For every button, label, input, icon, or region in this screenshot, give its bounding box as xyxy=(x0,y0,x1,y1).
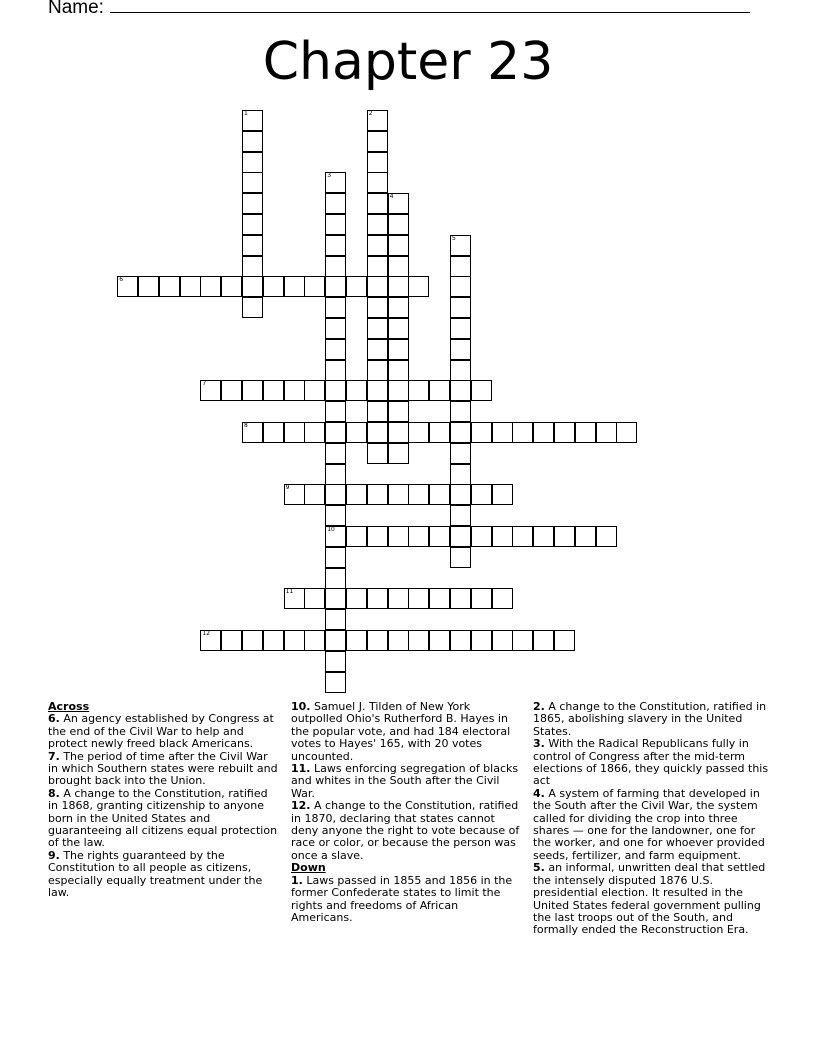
grid-cell[interactable] xyxy=(388,339,409,360)
clue-item-number: 10. xyxy=(291,700,311,713)
grid-cell[interactable] xyxy=(512,526,533,547)
grid-cell[interactable] xyxy=(471,484,492,505)
clue-item-number: 11. xyxy=(291,762,311,776)
grid-cell[interactable] xyxy=(325,193,346,214)
grid-cell[interactable] xyxy=(242,630,263,651)
grid-cell[interactable] xyxy=(408,484,429,505)
grid-cell[interactable] xyxy=(388,443,409,464)
grid-cell[interactable] xyxy=(575,422,596,443)
name-label: Name: xyxy=(48,0,104,18)
clue-item xyxy=(533,701,773,738)
grid-cell[interactable] xyxy=(450,443,471,464)
grid-cell[interactable] xyxy=(263,422,284,443)
clue-number: 10 xyxy=(327,526,335,533)
grid-cell[interactable] xyxy=(304,588,325,609)
grid-cell[interactable] xyxy=(388,214,409,235)
grid-cell[interactable] xyxy=(284,484,305,505)
grid-cell[interactable] xyxy=(242,110,263,131)
grid-cell[interactable] xyxy=(325,609,346,630)
grid-cell[interactable] xyxy=(492,422,513,443)
grid-cell[interactable] xyxy=(554,422,575,443)
grid-cell[interactable] xyxy=(325,484,346,505)
grid-cell[interactable] xyxy=(263,276,284,297)
grid-cell[interactable] xyxy=(242,297,263,318)
grid-cell[interactable] xyxy=(408,422,429,443)
grid-cell[interactable] xyxy=(450,256,471,277)
grid-cell[interactable] xyxy=(408,526,429,547)
clue-item-text: A system of farming that developed in the South after the Civil War, the system called for dividing the crop into three shares — one for the landowner, one for the worker, and one for whoever provided seeds, fertilizer, and farm equipment. xyxy=(533,786,765,862)
grid-cell[interactable] xyxy=(242,193,263,214)
grid-cell[interactable] xyxy=(450,526,471,547)
clue-item-text: An agency established by Congress at the end of the Civil War to help and protect newly freed black Americans. xyxy=(48,712,274,751)
clue-column-2 xyxy=(291,701,523,924)
grid-cell[interactable] xyxy=(242,214,263,235)
grid-cell[interactable] xyxy=(554,630,575,651)
clue-number: 5 xyxy=(452,234,456,242)
clue-number: 2 xyxy=(368,110,373,117)
grid-cell[interactable] xyxy=(512,630,533,651)
page-title: Chapter 23 xyxy=(262,32,554,92)
clue-item-text: A change to the Constitution, ratified in 1870, declaring that states cannot deny anyone the right to vote because of race or color, or because the person was once a slave. xyxy=(291,799,520,862)
clue-item-number: 6. xyxy=(48,712,60,726)
clue-number: 3 xyxy=(327,172,332,180)
clue-item xyxy=(533,862,773,936)
clue-item-number: 1. xyxy=(291,873,303,887)
grid-cell[interactable] xyxy=(492,630,513,651)
grid-cell[interactable] xyxy=(450,318,471,339)
grid-cell[interactable] xyxy=(325,401,346,422)
clue-item xyxy=(291,875,523,925)
grid-cell[interactable] xyxy=(450,297,471,318)
grid-cell[interactable] xyxy=(325,297,346,318)
grid-cell[interactable] xyxy=(429,588,450,609)
grid-cell[interactable] xyxy=(367,588,388,609)
grid-cell[interactable] xyxy=(367,339,388,360)
grid-cell[interactable] xyxy=(200,276,221,297)
grid-cell[interactable] xyxy=(596,526,617,547)
grid-cell[interactable] xyxy=(554,526,575,547)
grid-cell[interactable] xyxy=(388,193,409,214)
grid-cell[interactable] xyxy=(388,256,409,277)
grid-cell[interactable] xyxy=(346,526,367,547)
grid-cell[interactable] xyxy=(325,235,346,256)
clue-item-text: Laws passed in 1855 and 1856 in the former Confederate states to limit the rights and freedoms of African Americans. xyxy=(291,873,513,924)
grid-cell[interactable] xyxy=(388,484,409,505)
grid-cell[interactable] xyxy=(429,630,450,651)
grid-cell[interactable] xyxy=(367,214,388,235)
grid-cell[interactable] xyxy=(346,276,367,297)
grid-cell[interactable] xyxy=(450,380,471,401)
grid-cell[interactable] xyxy=(408,380,429,401)
grid-cell[interactable] xyxy=(367,443,388,464)
grid-cell[interactable] xyxy=(367,526,388,547)
grid-cell[interactable] xyxy=(325,339,346,360)
grid-cell[interactable] xyxy=(200,630,221,651)
grid-cell[interactable] xyxy=(388,526,409,547)
clue-item-text: The period of time after the Civil War in which Southern states were rebuilt and brought back into the Union. xyxy=(48,749,278,788)
grid-cell[interactable] xyxy=(325,547,346,568)
clue-item-text: A change to the Constitution, ratified in 1865, abolishing slavery in the United States. xyxy=(533,700,767,738)
clue-item-text: an informal, unwritten deal that settled the intensely disputed 1876 U.S. presidential election. It resulted in the United States federal government pulling the last troops out of the South, and formally ended the Reconstruction Era. xyxy=(533,861,766,937)
clue-item-number: 9. xyxy=(48,848,60,862)
grid-cell[interactable] xyxy=(388,297,409,318)
grid-cell[interactable] xyxy=(596,422,617,443)
grid-cell[interactable] xyxy=(533,630,554,651)
grid-cell[interactable] xyxy=(471,526,492,547)
grid-cell[interactable] xyxy=(408,630,429,651)
grid-cell[interactable] xyxy=(346,484,367,505)
grid-cell[interactable] xyxy=(221,276,242,297)
grid-cell[interactable] xyxy=(284,422,305,443)
grid-cell[interactable] xyxy=(429,484,450,505)
grid-cell[interactable] xyxy=(325,568,346,589)
grid-cell[interactable] xyxy=(616,422,637,443)
clue-item xyxy=(291,800,523,862)
grid-cell[interactable] xyxy=(367,380,388,401)
clue-item-text: A change to the Constitution, ratified in 1868, granting citizenship to anyone born in the United States and guaranteeing all citizens equal protection of the law. xyxy=(48,786,278,850)
grid-cell[interactable] xyxy=(242,235,263,256)
grid-cell[interactable] xyxy=(408,588,429,609)
grid-cell[interactable] xyxy=(325,318,346,339)
clue-item xyxy=(48,850,280,900)
grid-cell[interactable] xyxy=(492,484,513,505)
clue-number: 11 xyxy=(285,588,294,596)
grid-cell[interactable] xyxy=(221,630,242,651)
grid-cell[interactable] xyxy=(471,630,492,651)
grid-cell[interactable] xyxy=(367,172,388,193)
grid-cell[interactable] xyxy=(367,131,388,152)
grid-cell[interactable] xyxy=(388,235,409,256)
grid-cell[interactable] xyxy=(242,276,263,297)
clue-item-text: Samuel J. Tilden of New York outpolled Ohio's Rutherford B. Hayes in the popular vote, and had 184 electoral votes to Hayes' 165, with 20 votes uncounted. xyxy=(291,700,511,763)
grid-cell[interactable] xyxy=(242,256,263,277)
grid-cell[interactable] xyxy=(429,422,450,443)
grid-cell[interactable] xyxy=(221,380,242,401)
grid-cell[interactable] xyxy=(429,526,450,547)
grid-cell[interactable] xyxy=(263,380,284,401)
grid-cell[interactable] xyxy=(367,360,388,381)
grid-cell[interactable] xyxy=(367,276,388,297)
grid-cell[interactable] xyxy=(388,422,409,443)
grid-cell[interactable] xyxy=(159,276,180,297)
grid-cell[interactable] xyxy=(367,256,388,277)
clue-item-number: 4. xyxy=(533,786,545,800)
grid-cell[interactable] xyxy=(325,172,346,193)
clue-number: 6 xyxy=(119,276,124,284)
grid-cell[interactable] xyxy=(367,110,388,131)
clue-item-text: The rights guaranteed by the Constitution to all people as citizens, especially equally treatment under the law. xyxy=(48,848,263,900)
grid-cell[interactable] xyxy=(325,464,346,485)
grid-cell[interactable] xyxy=(304,380,325,401)
grid-cell[interactable] xyxy=(325,276,346,297)
grid-cell[interactable] xyxy=(388,588,409,609)
grid-cell[interactable] xyxy=(242,380,263,401)
grid-cell[interactable] xyxy=(304,484,325,505)
grid-cell[interactable] xyxy=(367,235,388,256)
clue-column-3 xyxy=(533,701,773,937)
grid-cell[interactable] xyxy=(180,276,201,297)
grid-cell[interactable] xyxy=(325,380,346,401)
grid-cell[interactable] xyxy=(117,276,138,297)
grid-cell[interactable] xyxy=(450,505,471,526)
clue-number: 9 xyxy=(285,484,290,492)
grid-cell[interactable] xyxy=(325,214,346,235)
grid-cell[interactable] xyxy=(242,172,263,193)
grid-cell[interactable] xyxy=(242,422,263,443)
clue-item-text: Laws enforcing segregation of blacks and whites in the South after the Civil War. xyxy=(291,762,519,800)
grid-cell[interactable] xyxy=(367,484,388,505)
across-heading: Across xyxy=(48,700,90,713)
grid-cell[interactable] xyxy=(450,484,471,505)
clue-number: 8 xyxy=(244,422,248,429)
grid-cell[interactable] xyxy=(367,401,388,422)
grid-cell[interactable] xyxy=(325,651,346,672)
grid-cell[interactable] xyxy=(512,422,533,443)
grid-cell[interactable] xyxy=(284,380,305,401)
grid-cell[interactable] xyxy=(325,360,346,381)
clue-item-number: 7. xyxy=(48,749,60,763)
grid-cell[interactable] xyxy=(242,131,263,152)
clue-item-number: 8. xyxy=(48,786,60,800)
grid-cell[interactable] xyxy=(471,422,492,443)
grid-cell[interactable] xyxy=(533,422,554,443)
grid-cell[interactable] xyxy=(284,588,305,609)
grid-cell[interactable] xyxy=(325,588,346,609)
clue-item xyxy=(291,763,523,800)
grid-cell[interactable] xyxy=(346,588,367,609)
grid-cell[interactable] xyxy=(367,422,388,443)
grid-cell[interactable] xyxy=(492,588,513,609)
clue-item xyxy=(48,713,280,750)
grid-cell[interactable] xyxy=(388,360,409,381)
grid-cell[interactable] xyxy=(471,588,492,609)
grid-cell[interactable] xyxy=(450,547,471,568)
grid-cell[interactable] xyxy=(388,276,409,297)
grid-cell[interactable] xyxy=(450,339,471,360)
grid-cell[interactable] xyxy=(346,380,367,401)
clue-item xyxy=(533,738,773,788)
grid-cell[interactable] xyxy=(450,588,471,609)
grid-cell[interactable] xyxy=(450,464,471,485)
grid-cell[interactable] xyxy=(325,526,346,547)
grid-cell[interactable] xyxy=(325,630,346,651)
grid-cell[interactable] xyxy=(388,630,409,651)
grid-cell[interactable] xyxy=(284,276,305,297)
grid-cell[interactable] xyxy=(388,318,409,339)
clue-item-text: With the Radical Republicans fully in control of Congress after the mid-term elections of 1866, they quickly passed this act xyxy=(533,737,769,788)
grid-cell[interactable] xyxy=(388,401,409,422)
grid-cell[interactable] xyxy=(450,630,471,651)
grid-cell[interactable] xyxy=(533,526,554,547)
grid-cell[interactable] xyxy=(304,276,325,297)
grid-cell[interactable] xyxy=(346,422,367,443)
grid-cell[interactable] xyxy=(242,152,263,173)
grid-cell[interactable] xyxy=(263,630,284,651)
grid-cell[interactable] xyxy=(325,505,346,526)
grid-cell[interactable] xyxy=(367,630,388,651)
grid-cell[interactable] xyxy=(284,630,305,651)
clue-column-1 xyxy=(48,701,280,900)
grid-cell[interactable] xyxy=(450,235,471,256)
grid-cell[interactable] xyxy=(367,193,388,214)
grid-cell[interactable] xyxy=(492,526,513,547)
clue-item xyxy=(533,788,773,862)
clue-item xyxy=(291,701,523,763)
clue-number: 4 xyxy=(389,193,394,201)
grid-cell[interactable] xyxy=(367,297,388,318)
grid-cell[interactable] xyxy=(200,380,221,401)
grid-cell[interactable] xyxy=(325,672,346,693)
grid-cell[interactable] xyxy=(471,380,492,401)
clue-item-number: 3. xyxy=(533,737,545,751)
clue-item-number: 2. xyxy=(533,700,545,713)
grid-cell[interactable] xyxy=(450,422,471,443)
grid-cell[interactable] xyxy=(304,422,325,443)
clue-item-number: 5. xyxy=(533,861,545,875)
grid-cell[interactable] xyxy=(304,630,325,651)
clue-number: 12 xyxy=(202,630,211,637)
grid-cell[interactable] xyxy=(325,256,346,277)
grid-cell[interactable] xyxy=(346,630,367,651)
grid-cell[interactable] xyxy=(388,380,409,401)
grid-cell[interactable] xyxy=(367,318,388,339)
clue-item-number: 12. xyxy=(291,799,311,813)
grid-cell[interactable] xyxy=(429,380,450,401)
down-heading: Down xyxy=(291,861,326,875)
clue-item xyxy=(48,751,280,788)
grid-cell[interactable] xyxy=(450,360,471,381)
clue-item xyxy=(48,788,280,850)
grid-cell[interactable] xyxy=(408,276,429,297)
grid-cell[interactable] xyxy=(450,401,471,422)
grid-cell[interactable] xyxy=(450,276,471,297)
grid-cell[interactable] xyxy=(138,276,159,297)
grid-cell[interactable] xyxy=(325,422,346,443)
grid-cell[interactable] xyxy=(325,443,346,464)
grid-cell[interactable] xyxy=(367,152,388,173)
grid-cell[interactable] xyxy=(575,526,596,547)
clue-number: 1 xyxy=(244,110,248,117)
clue-number: 7 xyxy=(202,380,207,388)
